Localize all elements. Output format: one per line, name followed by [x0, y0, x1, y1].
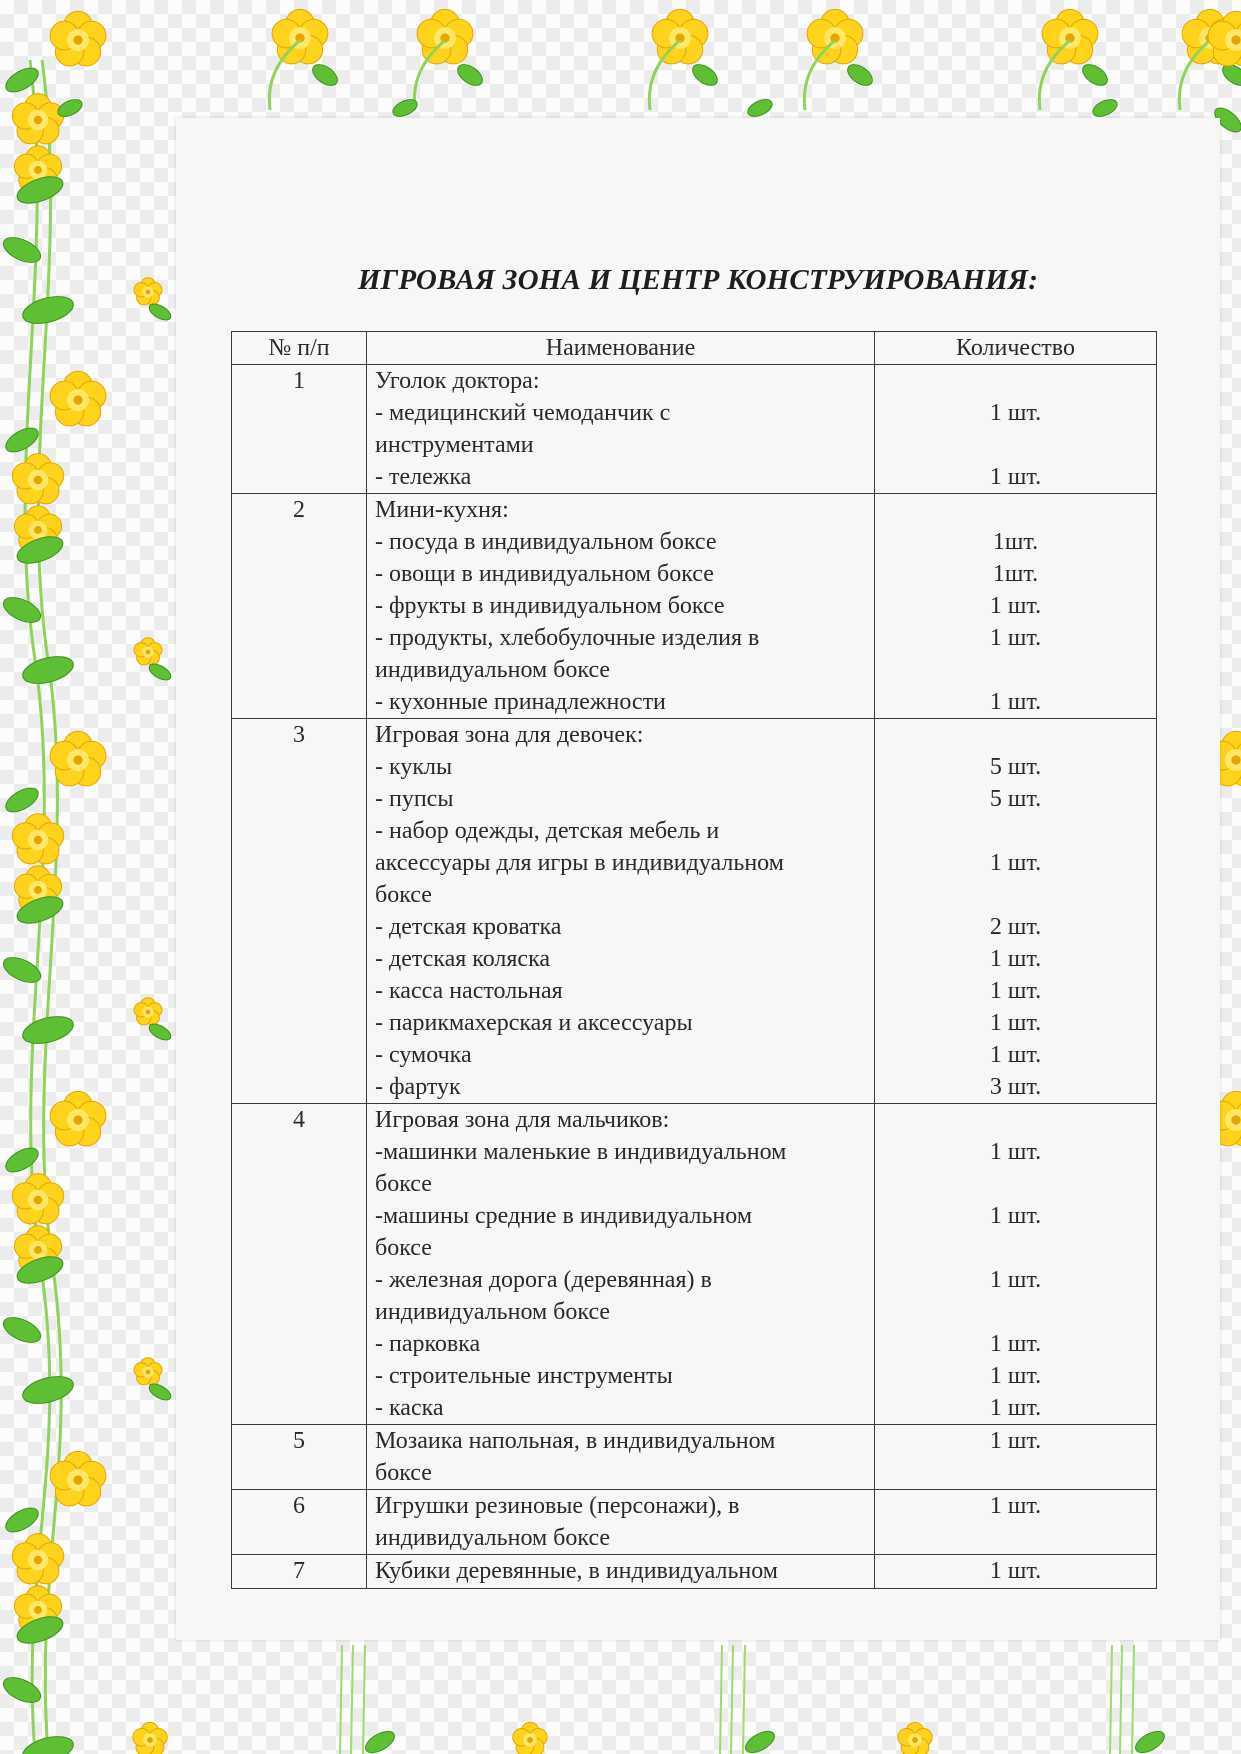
table-row: [232, 1104, 1157, 1425]
vine-stem: [340, 1645, 342, 1754]
item-name-line: - пупсы: [375, 786, 454, 812]
quantity-cell: [875, 494, 1157, 719]
item-name-line: инструментами: [375, 432, 534, 458]
yellow-flower-icon: [134, 638, 162, 665]
table-header-row: [232, 332, 1157, 365]
item-name-line: Кубики деревянные, в индивидуальном: [375, 1558, 778, 1584]
yellow-flower-icon: [134, 278, 162, 305]
quantity-cell: [875, 1425, 1157, 1490]
quantity-cell: [875, 1490, 1157, 1555]
item-name-line: - железная дорога (деревянная) в: [375, 1267, 712, 1293]
inventory-table: [231, 331, 1157, 1589]
item-name-line: боксе: [375, 1460, 432, 1486]
leaf-icon: [1090, 96, 1119, 120]
quantity-value: [875, 1104, 1156, 1136]
quantity-value: 5 шт.: [989, 754, 1042, 780]
item-name-line: аксессуары для игры в индивидуальном: [375, 850, 784, 876]
quantity-value: [875, 494, 1156, 526]
yellow-flower-icon: [133, 1722, 167, 1754]
quantity-value: 1 шт.: [989, 850, 1042, 876]
leaf-icon: [0, 1672, 44, 1707]
item-name-line: - набор одежды, детская мебель и: [375, 818, 720, 844]
yellow-flower-icon: [652, 9, 708, 63]
table-row: [232, 365, 1157, 494]
vine-stem: [731, 1645, 733, 1754]
item-name-line: - фрукты в индивидуальном боксе: [375, 593, 725, 619]
quantity-value: [875, 365, 1156, 397]
yellow-flower-icon: [50, 731, 106, 785]
item-name-line: - куклы: [375, 754, 453, 780]
vine-stem: [720, 1645, 722, 1754]
quantity-value: [875, 879, 1156, 911]
quantity-value: [875, 1232, 1156, 1264]
item-name-cell: [367, 1490, 875, 1555]
yellow-flower-icon: [417, 9, 473, 63]
leaf-icon: [2, 783, 42, 817]
item-name-line: - детская кроватка: [375, 914, 562, 940]
quantity-value: 2 шт.: [989, 914, 1042, 940]
quantity-value: 1 шт.: [989, 593, 1042, 619]
leaf-icon: [2, 423, 42, 457]
leaf-icon: [2, 1503, 42, 1537]
document-title: ИГРОВАЯ ЗОНА И ЦЕНТР КОНСТРУИРОВАНИЯ:: [357, 264, 1039, 296]
item-name-line: -машинки маленькие в индивидуальном: [375, 1139, 787, 1165]
quantity-value: 1 шт.: [989, 1493, 1042, 1519]
vine-stem: [1110, 1645, 1112, 1754]
quantity-cell: [875, 1104, 1157, 1425]
quantity-value: 1 шт.: [989, 1331, 1042, 1357]
quantity-value: 1 шт.: [989, 1395, 1042, 1421]
leaf-icon: [0, 592, 44, 627]
quantity-value: 1 шт.: [989, 1042, 1042, 1068]
item-name-line: - парикмахерская и аксессуары: [375, 1010, 693, 1036]
item-name-line: индивидуальном боксе: [375, 657, 611, 683]
yellow-flower-icon: [50, 371, 106, 425]
scanned-document-page: [176, 118, 1220, 1640]
quantity-cell: [875, 1555, 1157, 1589]
quantity-value: 1 шт.: [989, 1363, 1042, 1389]
yellow-flower-icon: [50, 11, 106, 65]
leaf-icon: [2, 1143, 42, 1177]
vine-stem: [1132, 1645, 1134, 1754]
yellow-flower-icon: [272, 9, 328, 63]
item-name-line: боксе: [375, 882, 432, 908]
vine-stem: [351, 1645, 353, 1754]
row-number: 7: [232, 1555, 367, 1589]
item-name-line: Игрушки резиновые (персонажи), в: [375, 1493, 740, 1519]
row-number: 3: [232, 719, 367, 1104]
quantity-value: 1 шт.: [989, 625, 1042, 651]
quantity-value: [875, 429, 1156, 461]
item-name-line: Игровая зона для девочек:: [375, 722, 644, 748]
item-name-line: - фартук: [375, 1074, 461, 1100]
yellow-flower-icon: [134, 1358, 162, 1385]
quantity-value: 1 шт.: [989, 1267, 1042, 1293]
item-name-line: индивидуальном боксе: [375, 1299, 611, 1325]
vine-stem: [1120, 1645, 1122, 1754]
table-row: [232, 719, 1157, 1104]
quantity-value: 1 шт.: [989, 1428, 1042, 1454]
yellow-flower-icon: [50, 1091, 106, 1145]
quantity-value: 1шт.: [992, 529, 1039, 555]
quantity-value: 1 шт.: [989, 978, 1042, 1004]
leaf-icon: [0, 1312, 44, 1347]
yellow-flower-icon: [12, 454, 64, 504]
yellow-flower-icon: [513, 1722, 547, 1754]
row-number: 6: [232, 1490, 367, 1555]
column-header-name: Наименование: [367, 332, 875, 365]
row-number: 5: [232, 1425, 367, 1490]
quantity-value: [875, 1296, 1156, 1328]
yellow-flower-icon: [1042, 9, 1098, 63]
table-row: [232, 1425, 1157, 1490]
item-name-line: - каска: [375, 1395, 444, 1421]
item-name-line: - тележка: [375, 464, 472, 490]
quantity-value: 1шт.: [992, 561, 1039, 587]
item-name-line: - медицинский чемоданчик с: [375, 400, 671, 426]
column-header-number: № п/п: [232, 332, 367, 365]
quantity-value: [875, 1168, 1156, 1200]
leaf-icon: [20, 292, 76, 329]
quantity-value: 1 шт.: [989, 689, 1042, 715]
leaf-icon: [20, 1012, 76, 1049]
item-name-line: - овощи в индивидуальном боксе: [375, 561, 714, 587]
quantity-value: [875, 1457, 1156, 1489]
row-number: 2: [232, 494, 367, 719]
quantity-value: 1 шт.: [989, 464, 1042, 490]
quantity-value: 3 шт.: [989, 1074, 1042, 1100]
table-row: [232, 494, 1157, 719]
quantity-value: [875, 719, 1156, 751]
leaf-icon: [745, 96, 774, 120]
item-name-line: - продукты, хлебобулочные изделия в: [375, 625, 760, 651]
item-name-cell: [367, 719, 875, 1104]
quantity-value: 1 шт.: [989, 1558, 1042, 1584]
yellow-flower-icon: [134, 998, 162, 1025]
item-name-line: -машины средние в индивидуальном: [375, 1203, 753, 1229]
item-name-cell: [367, 1104, 875, 1425]
quantity-value: 1 шт.: [989, 1139, 1042, 1165]
row-number: 1: [232, 365, 367, 494]
leaf-icon: [20, 652, 76, 689]
leaf-icon: [309, 60, 341, 89]
item-name-line: - парковка: [375, 1331, 481, 1357]
item-name-line: Мини-кухня:: [375, 497, 509, 523]
item-name-cell: [367, 1425, 875, 1490]
leaf-icon: [742, 1727, 778, 1754]
quantity-value: [875, 815, 1156, 847]
item-name-line: - детская коляска: [375, 946, 551, 972]
yellow-flower-icon: [807, 9, 863, 63]
item-name-line: индивидуальном боксе: [375, 1525, 611, 1551]
item-name-line: боксе: [375, 1235, 432, 1261]
item-name-line: - посуда в индивидуальном боксе: [375, 529, 717, 555]
vine-stem: [363, 1645, 365, 1754]
item-name-line: Уголок доктора:: [375, 368, 540, 394]
quantity-value: [875, 654, 1156, 686]
quantity-value: 1 шт.: [989, 1203, 1042, 1229]
quantity-value: 1 шт.: [989, 946, 1042, 972]
item-name-line: Мозаика напольная, в индивидуальном: [375, 1428, 776, 1454]
column-header-quantity: Количество: [875, 332, 1157, 365]
item-name-line: - касса настольная: [375, 978, 563, 1004]
yellow-flower-icon: [898, 1722, 932, 1754]
item-name-line: - строительные инструменты: [375, 1363, 673, 1389]
quantity-value: 1 шт.: [989, 400, 1042, 426]
yellow-flower-icon: [12, 94, 64, 144]
row-number: 4: [232, 1104, 367, 1425]
table-row: [232, 1490, 1157, 1555]
quantity-cell: [875, 365, 1157, 494]
item-name-cell: [367, 365, 875, 494]
quantity-value: 5 шт.: [989, 786, 1042, 812]
table-row: [232, 1555, 1157, 1589]
item-name-line: - сумочка: [375, 1042, 472, 1068]
item-name-line: боксе: [375, 1171, 432, 1197]
quantity-cell: [875, 719, 1157, 1104]
leaf-icon: [454, 60, 486, 89]
leaf-icon: [2, 63, 42, 97]
leaf-icon: [1079, 60, 1111, 89]
leaf-icon: [20, 1372, 76, 1409]
leaf-icon: [1132, 1727, 1168, 1754]
leaf-icon: [689, 60, 721, 89]
item-name-line: - кухонные принадлежности: [375, 689, 666, 715]
leaf-icon: [844, 60, 876, 89]
item-name-line: Игровая зона для мальчиков:: [375, 1107, 670, 1133]
item-name-cell: [367, 494, 875, 719]
quantity-value: [875, 1522, 1156, 1554]
quantity-value: 1 шт.: [989, 1010, 1042, 1036]
item-name-cell: [367, 1555, 875, 1589]
vine-stem: [743, 1645, 745, 1754]
yellow-flower-icon: [12, 1174, 64, 1224]
leaf-icon: [362, 1727, 398, 1754]
yellow-flower-icon: [12, 1534, 64, 1584]
